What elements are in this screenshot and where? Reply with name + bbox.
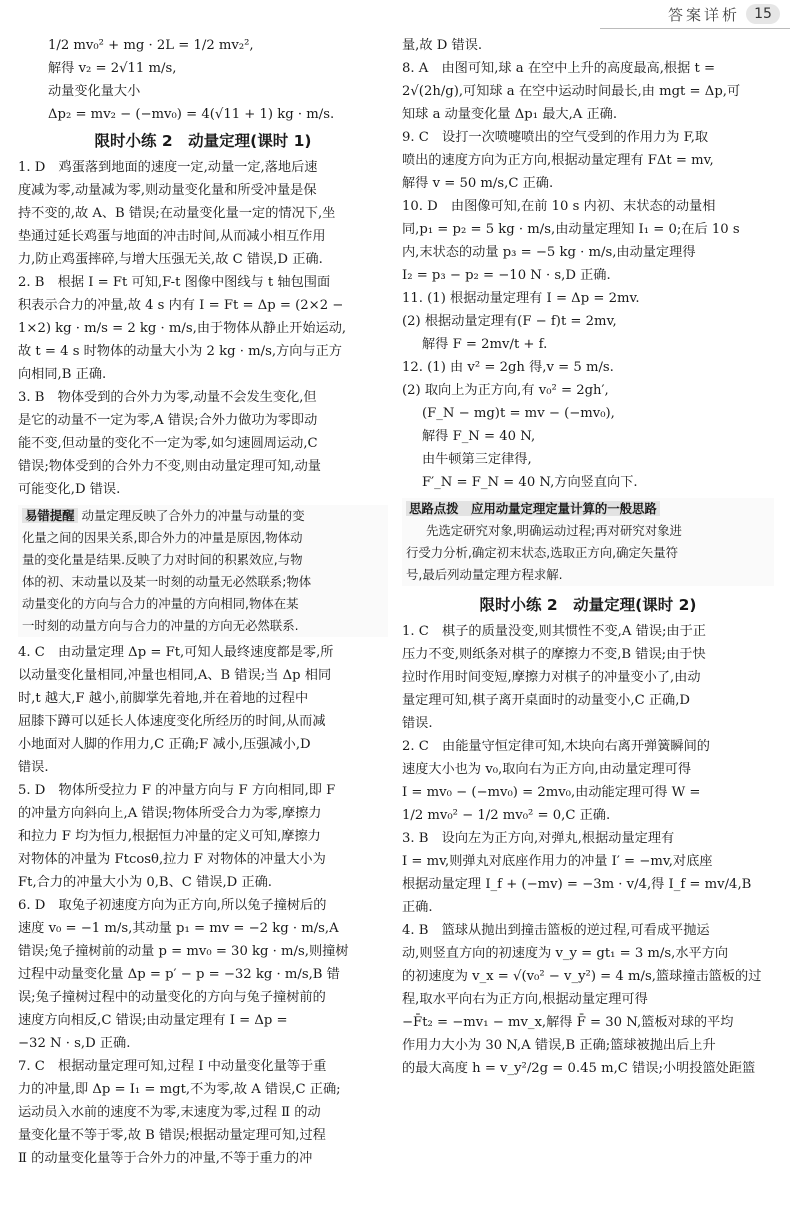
answer-line: 过程中动量变化量 Δp = p′ − p = −32 kg · m/s,B 错 (18, 967, 340, 982)
answer-line: 可能变化,D 错误. (18, 482, 121, 497)
answer-line: 5. D 物体所受拉力 F 的冲量方向与 F 方向相同,即 F (18, 783, 336, 798)
answer-line: 1×2) kg · m/s = 2 kg · m/s,由于物体从静止开始运动, (18, 321, 347, 336)
tip-line: 先选定研究对象,明确运动过程;再对研究对象进 (426, 523, 682, 538)
answer-line: 喷出的速度方向为正方向,根据动量定理有 FΔt = mv, (402, 153, 714, 168)
answer-line: 1/2 mv₀² − 1/2 mv₀² = 0,C 正确. (402, 808, 611, 823)
answer-line: 故 t = 4 s 时物体的动量大小为 2 kg · m/s,方向与正方 (18, 344, 342, 359)
answer-line: I = mv₀ − (−mv₀) = 2mv₀,由动能定理可得 W = (402, 785, 701, 800)
equation-line: 解得 v₂ = 2√11 m/s, (48, 61, 177, 76)
answer-line: 压力不变,则纸条对棋子的摩擦力不变,B 错误;由于快 (402, 647, 706, 662)
answer-line: 解得 F_N = 40 N, (422, 429, 536, 444)
page-number-badge: 15 (746, 4, 780, 24)
left-column (18, 34, 388, 1170)
answer-line: 错误. (18, 760, 49, 775)
equation-line: 1/2 mv₀² + mg · 2L = 1/2 mv₂², (48, 38, 254, 53)
tip-line: 量的变化量是结果.反映了力对时间的积累效应,与物 (22, 552, 303, 567)
answer-line: 垫通过延长鸡蛋与地面的冲击时间,从而减小相互作用 (18, 229, 326, 244)
answer-line: 程,取水平向右为正方向,根据动量定理可得 (402, 992, 648, 1007)
answer-line: 7. C 根据动量定理可知,过程 Ⅰ 中动量变化量等于重 (18, 1059, 327, 1074)
answer-line: 作用力大小为 30 N,A 错误,B 正确;篮球被抛出后上升 (402, 1038, 716, 1053)
equation-line: 动量变化量大小 (48, 84, 141, 99)
answer-line: 的初速度为 v_x = √(v₀² − v_y²) = 4 m/s,篮球撞击篮板的过 (402, 969, 762, 984)
answer-line: 小地面对人脚的作用力,C 正确;F 减小,压强减小,D (18, 737, 311, 752)
answer-line: 速度 v₀ = −1 m/s,其动量 p₁ = mv = −2 kg · m/s,A (18, 921, 339, 936)
equation-line: Δp₂ = mv₂ − (−mv₀) = 4(√11 + 1) kg · m/s. (48, 107, 335, 122)
answer-line: 1. D 鸡蛋落到地面的速度一定,动量一定,落地后速 (18, 160, 318, 175)
answer-line: Ft,合力的冲量大小为 0,B、C 错误,D 正确. (18, 875, 272, 890)
answer-line: Ⅱ 的动量变化量等于合外力的冲量,不等于重力的冲 (18, 1151, 313, 1166)
answer-line: 11. (1) 根据动量定理有 I = Δp = 2mv. (402, 291, 640, 306)
answer-line: 运动员入水前的速度不为零,末速度为零,过程 Ⅱ 的动 (18, 1105, 321, 1120)
answer-line: 屈膝下蹲可以延长人体速度变化所经历的时间,从而减 (18, 714, 326, 729)
answer-line: 10. D 由图像可知,在前 10 s 内初、末状态的动量相 (402, 199, 716, 214)
answer-line: 8. A 由图可知,球 a 在空中上升的高度最高,根据 t = (402, 61, 716, 76)
answer-line: 4. C 由动量定理 Δp = Ft,可知人最终速度都是零,所 (18, 645, 334, 660)
answer-line: 错误;物体受到的合外力不变,则由动量定理可知,动量 (18, 459, 321, 474)
answer-line: 4. B 篮球从抛出到撞击篮板的逆过程,可看成平抛运 (402, 923, 710, 938)
answer-line: 拉时作用时间变短,摩擦力对棋子的冲量变小了,由动 (402, 670, 701, 685)
tip-line: 动量定理反映了合外力的冲量与动量的变 (81, 508, 305, 523)
answer-line: 力的冲量,即 Δp = I₁ = mgt,不为零,故 A 错误,C 正确; (18, 1082, 341, 1097)
tip-label: 易错提醒 (22, 508, 78, 523)
answer-line: (F_N − mg)t = mv − (−mv₀), (422, 406, 615, 421)
answer-line: 速度方向相反,C 错误;由动量定理有 I = Δp = (18, 1013, 288, 1028)
header-title: 答案详析 (667, 6, 740, 24)
tip-line: 一时刻的动量方向与合力的冲量的方向无必然联系. (22, 618, 299, 633)
tip-line: 号,最后列动量定理方程求解. (406, 567, 563, 582)
answer-line: 量定理可知,棋子离开桌面时的动量变小,C 正确,D (402, 693, 690, 708)
answer-line: 由牛顿第三定律得, (422, 452, 532, 467)
answer-line: 力,防止鸡蛋摔碎,与增大压强无关,故 C 错误,D 正确. (18, 252, 323, 267)
answer-line: 的冲量方向斜向上,A 错误;物体所受合力为零,摩擦力 (18, 806, 322, 821)
answer-line: 能不变,但动量的变化不一定为零,如匀速圆周运动,C (18, 436, 318, 451)
answer-line: 误;兔子撞树过程中的动量变化的方向与兔子撞树前的 (18, 990, 326, 1005)
answer-line: 的最大高度 h = v_y²/2g = 0.45 m,C 错误;小明投篮处距篮 (402, 1061, 756, 1076)
answer-line: 动,则竖直方向的初速度为 v_y = gt₁ = 3 m/s,水平方向 (402, 946, 729, 961)
tip-line: 化量之间的因果关系,即合外力的冲量是原因,物体动 (22, 530, 303, 545)
page-header (600, 0, 790, 29)
answer-line: 12. (1) 由 v² = 2gh 得,v = 5 m/s. (402, 360, 614, 375)
section-title: 限时小练 2 动量定理(课时 1) (94, 132, 312, 150)
answer-line: 1. C 棋子的质量没变,则其惯性不变,A 错误;由于正 (402, 624, 706, 639)
answer-line: 错误. (402, 716, 433, 731)
tip-line: 动量变化的方向与合力的冲量的方向相同,物体在某 (22, 596, 299, 611)
answer-line: 同,p₁ = p₂ = 5 kg · m/s,由动量定理知 I₁ = 0;在后 10 s (402, 222, 740, 237)
thinking-tip-box (402, 498, 774, 586)
answer-line: 知球 a 动量变化量 Δp₁ 最大,A 正确. (402, 107, 618, 122)
answer-line: 2√(2h/g),可知球 a 在空中运动时间最长,由 mgt = Δp,可 (402, 84, 741, 99)
answer-line: 3. B 物体受到的合外力为零,动量不会发生变化,但 (18, 390, 317, 405)
answer-line: 3. B 设向左为正方向,对弹丸,根据动量定理有 (402, 831, 675, 846)
answer-line: 量,故 D 错误. (402, 38, 483, 53)
answer-line: 解得 v = 50 m/s,C 正确. (402, 176, 554, 191)
answer-line: 2. C 由能量守恒定律可知,木块向右离开弹簧瞬间的 (402, 739, 710, 754)
answer-line: 向相同,B 正确. (18, 367, 107, 382)
answer-line: 量变化量不等于零,故 B 错误;根据动量定理可知,过程 (18, 1128, 326, 1143)
answer-line: I = mv,则弹丸对底座作用力的冲量 I′ = −mv,对底座 (402, 854, 713, 869)
answer-line: 持不变的,故 A、B 错误;在动量变化量一定的情况下,坐 (18, 206, 336, 221)
answer-line: (2) 取向上为正方向,有 v₀² = 2gh′, (402, 383, 609, 398)
mistake-tip-box (18, 505, 388, 637)
answer-line: 2. B 根据 I = Ft 可知,F-t 图像中图线与 t 轴包围面 (18, 275, 331, 290)
answer-line: 以动量变化量相同,冲量也相同,A、B 错误;当 Δp 相同 (18, 668, 332, 683)
answer-line: (2) 根据动量定理有(F − f)t = 2mv, (402, 314, 617, 329)
answer-line: 内,末状态的动量 p₃ = −5 kg · m/s,由动量定理得 (402, 245, 696, 260)
answer-line: −F̄t₂ = −mv₁ − mv_x,解得 F̄ = 30 N,篮板对球的平均 (402, 1015, 734, 1030)
answer-line: −32 N · s,D 正确. (18, 1036, 131, 1051)
section-title: 限时小练 2 动量定理(课时 2) (479, 596, 697, 614)
answer-line: 对物体的冲量为 Ftcosθ,拉力 F 对物体的冲量大小为 (18, 852, 326, 867)
answer-line: 9. C 设打一次喷嚏喷出的空气受到的作用力为 F,取 (402, 130, 709, 145)
answer-line: I₂ = p₃ − p₂ = −10 N · s,D 正确. (402, 268, 611, 283)
tip-label: 思路点拨 应用动量定理定量计算的一般思路 (406, 501, 660, 516)
answer-line: 积表示合力的冲量,故 4 s 内有 I = Ft = Δp = (2×2 − (18, 298, 344, 313)
answer-line: F′_N = F_N = 40 N,方向竖直向下. (422, 475, 638, 490)
answer-line: 时,t 越大,F 越小,前脚掌先着地,并在着地的过程中 (18, 691, 309, 706)
answer-line: 和拉力 F 均为恒力,根据恒力冲量的定义可知,摩擦力 (18, 829, 321, 844)
right-column (402, 34, 774, 1080)
answer-line: 正确. (402, 900, 433, 915)
tip-line: 体的初、末动量以及某一时刻的动量无必然联系;物体 (22, 574, 312, 589)
answer-line: 6. D 取兔子初速度方向为正方向,所以兔子撞树后的 (18, 898, 327, 913)
answer-line: 度减为零,动量减为零,则动量变化量和所受冲量是保 (18, 183, 317, 198)
answer-line: 解得 F = 2mv/t + f. (422, 337, 548, 352)
answer-line: 根据动量定理 I_f + (−mv) = −3m · v/4,得 I_f = mv/4,B (402, 877, 752, 892)
answer-line: 是它的动量不一定为零,A 错误;合外力做功为零即动 (18, 413, 318, 428)
answer-line: 错误;兔子撞树前的动量 p = mv₀ = 30 kg · m/s,则撞树 (18, 944, 349, 959)
tip-line: 行受力分析,确定初末状态,选取正方向,确定矢量符 (406, 545, 679, 560)
answer-line: 速度大小也为 v₀,取向右为正方向,由动量定理可得 (402, 762, 692, 777)
